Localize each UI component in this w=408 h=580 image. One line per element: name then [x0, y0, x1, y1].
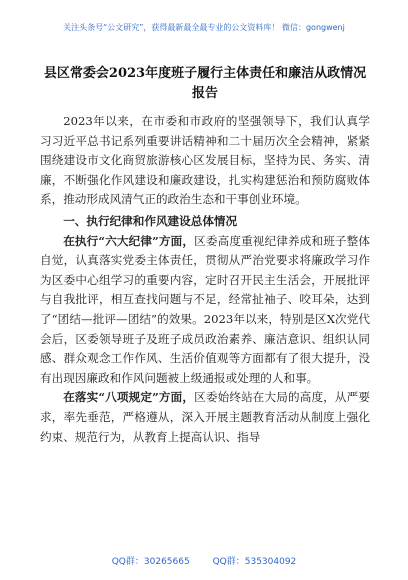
paragraph-text: 区委高度重视纪律养成和班子整体自觉，认真落实党委主体责任，贯彻从严治党要求将廉政学习作为区委中心组学习的重要内容，定时召开民主生活会，开展批评与自我批评，相互查找问题与不足，经常扯袖子、咬耳朵，达到了“团结—批评—团结”的效果。2023年以来，特别是区X次党代会后，区委领导班子及班子成员政治素养、廉洁意识、组织认同感、群众观念工作作风、生活价值观等方面都有了很大提升，没有出现因廉政和作风问题被上级通报或处理的人和事。 [40, 233, 370, 385]
discipline-paragraph [40, 232, 370, 389]
paragraph-text: 区委始终站在大局的高度，从严要求，率先垂范，严格遵从，深入开展主题教育活动从制度上强化约束、规范行为，从教育上提高认识、指导 [40, 390, 370, 444]
footer-contacts [0, 554, 408, 567]
eight-rules-paragraph [40, 388, 370, 447]
paragraph-lead: 在落实“八项规定”方面， [63, 390, 195, 405]
paragraph-lead: 在执行“六大纪律”方面， [63, 233, 195, 248]
qq-group-2: QQ群：535304092 [212, 557, 297, 567]
qq-group-1: QQ群：30265665 [111, 557, 190, 567]
header-banner: 关注头条号“公文研究”，获得最新最全最专业的公文资料库！ 微信：gongwenj [63, 23, 345, 32]
intro-paragraph: 2023年以来，在市委和市政府的坚强领导下，我们认真学习习近平总书记系列重要讲话精神和二十届历次全会精神，紧紧围绕建设市文化商贸旅游核心区发展目标，坚持为民、务实、清廉，不断强化作风建设和廉政建设，扎实构建惩治和预防腐败体系，推动形成风清气正的政治生态和干事创业环境。 [40, 114, 370, 207]
document-body [40, 112, 370, 447]
section-heading: 一、执行纪律和作风建设总体情况 [63, 213, 238, 228]
document-title: 县区常委会2023年度班子履行主体责任和廉洁从政情况报告 [43, 66, 367, 101]
